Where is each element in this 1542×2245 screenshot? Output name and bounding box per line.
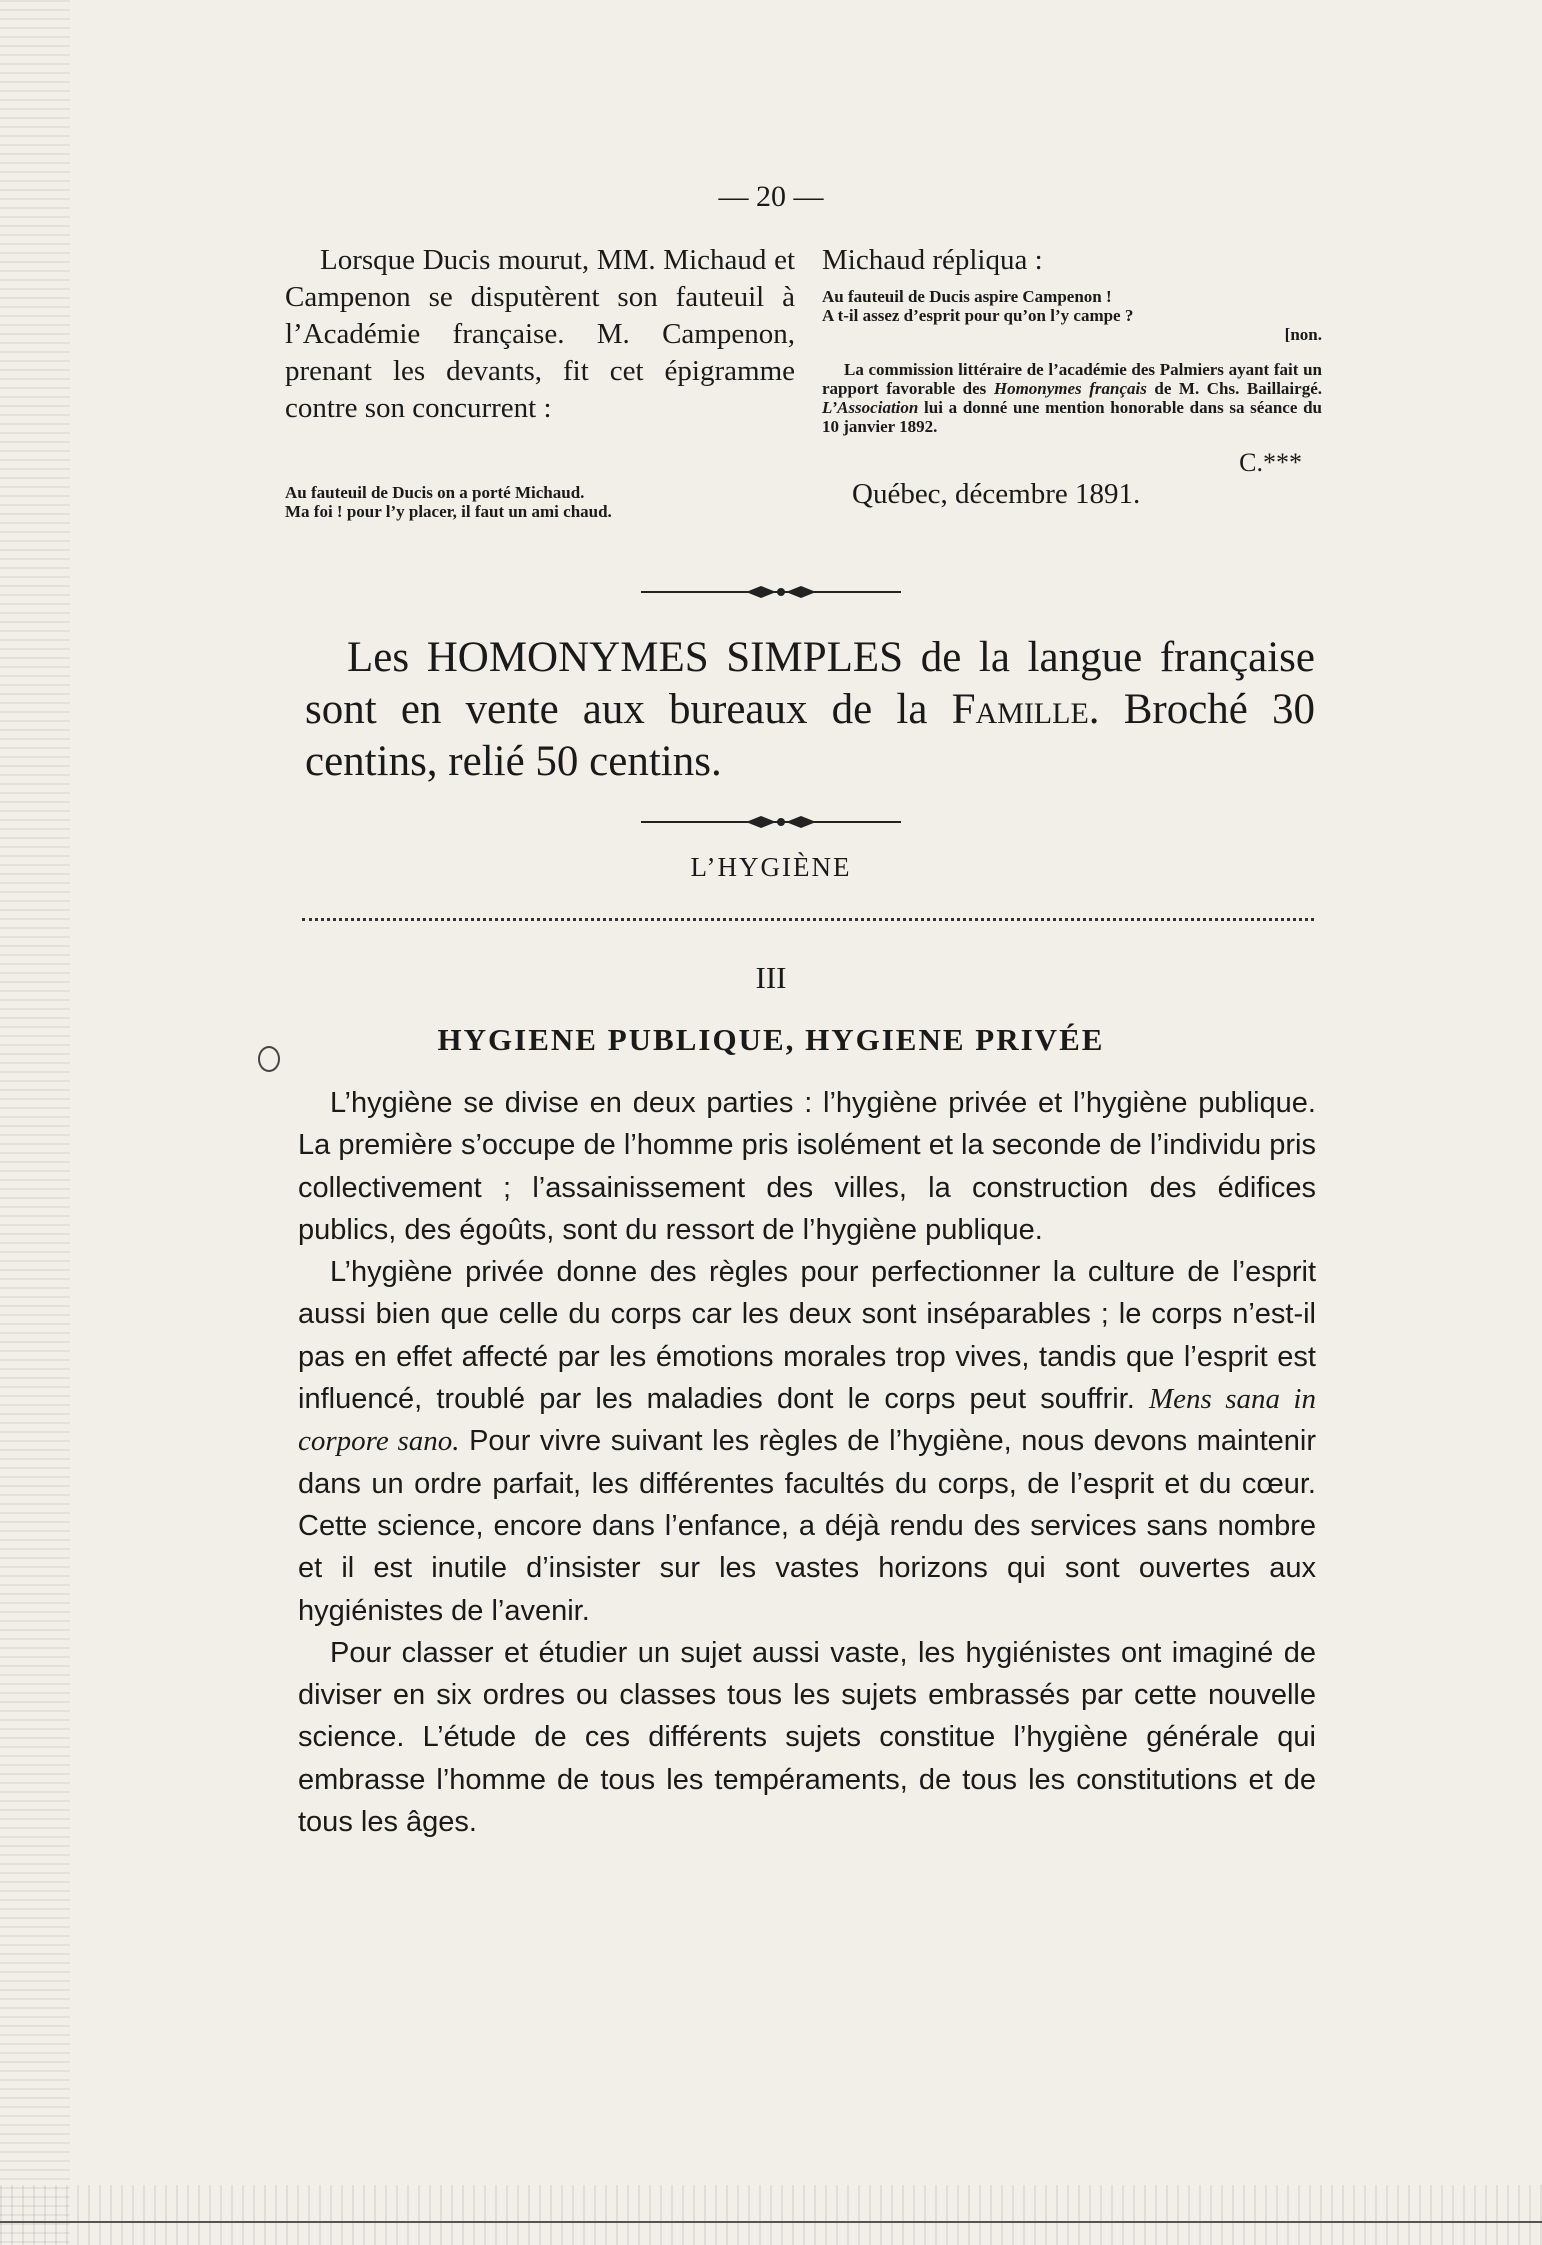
ornament-divider xyxy=(0,585,1542,599)
right-verse xyxy=(822,287,1322,344)
notice-text: Les HOMONYMES SIMPLES de la langue française sont en vente aux bureaux de la xyxy=(305,634,1315,733)
dateline: Québec, décembre 1891. xyxy=(852,478,1141,510)
ornament-divider-icon xyxy=(641,585,901,599)
right-column xyxy=(822,242,1322,511)
article-paragraph: Pour classer et étudier un sujet aussi vaste, les hygiénistes ont imaginé de diviser en six ordres ou classes tous les sujets embrassés par cette nouvelle science. L’étude de ces différents sujets constitue l’hygiène générale qui embrasse l’homme de tous les tempéraments, de tous les constitutions et de tous les âges. xyxy=(298,1636,1316,1839)
article-text: Pour vivre suivant les règles de l’hygiène, nous devons maintenir dans un ordre parfait, les différentes facultés du corps, de l’esprit et du cœur. Cette science, encore dans l’enfance, a déjà rendu des services sans nombre et il est inutile d’insister sur les vastes horizons qui sont ouvertes aux hygiénistes de l’avenir. xyxy=(298,1425,1316,1627)
left-verse-line: Ma foi ! pour l’y placer, il faut un ami chaud. xyxy=(285,502,612,521)
note-book-title: Homonymes français xyxy=(993,379,1147,398)
notice-famille: Famille xyxy=(951,686,1089,733)
article-body xyxy=(298,1082,1316,1843)
editorial-note xyxy=(822,360,1322,436)
article-text: L’hygiène privée donne des règles pour perfectionner la culture de l’esprit aussi bien que celle du corps car les deux sont inséparables ; le corps n’est-il pas en effet affecté par les émotions morales trop vives, tandis que l’esprit est influencé, troublé par les maladies dont le corps peut souffrir. xyxy=(298,1256,1316,1416)
right-verse-line: Au fauteuil de Ducis aspire Campenon ! xyxy=(822,287,1112,306)
article-number: III xyxy=(755,960,787,995)
bottom-rule xyxy=(0,2221,1542,2223)
left-paragraph: Lorsque Ducis mourut, MM. Michaud et Campenon se disputèrent son fauteuil à l’Académie française. M. Campenon, prenant les devants, fit cet épigramme contre son concurrent : xyxy=(285,244,795,424)
note-text: La commission littéraire de l’académie des Palmiers ayant fait un rapport favorable des xyxy=(822,360,1322,398)
dotted-rule xyxy=(302,918,1314,921)
page-number: — 20 — xyxy=(718,180,824,213)
right-verse-line: A t-il assez d’esprit pour qu’on l’y campe ? xyxy=(822,306,1134,325)
article-paragraph xyxy=(298,1251,1316,1632)
sales-notice xyxy=(305,632,1315,788)
note-association: L’Association xyxy=(822,398,919,417)
note-text: lui a donné une mention honorable dans sa séance du 10 janvier 1892. xyxy=(822,398,1322,436)
left-column xyxy=(285,242,795,521)
left-verse-line: Au fauteuil de Ducis on a porté Michaud. xyxy=(285,483,585,502)
signature: C.*** xyxy=(1239,448,1302,477)
latin-quote: Mens sana in corpore sano. xyxy=(298,1383,1316,1458)
ornament-divider-icon xyxy=(641,815,901,829)
section-title: L’HYGIÈNE xyxy=(690,852,852,882)
article-paragraph: L’hygiène se divise en deux parties : l’hygiène privée et l’hygiène publique. La première s’occupe de l’homme pris isolément et la seconde de l’individu pris collectivement ; l’assainissement des villes, la construction des édifices publics, des égoûts, sont du ressort de l’hygiène publique. xyxy=(298,1087,1316,1246)
ornament-divider xyxy=(0,815,1542,829)
scan-edge-noise xyxy=(0,0,70,2245)
scan-bottom-noise xyxy=(0,2185,1542,2245)
right-intro: Michaud répliqua : xyxy=(822,244,1043,276)
note-text: de M. Chs. Baillairgé. xyxy=(1146,379,1322,398)
right-verse-line: [non. xyxy=(1284,325,1322,344)
article-title: HYGIENE PUBLIQUE, HYGIENE PRIVÉE xyxy=(437,1022,1105,1057)
notice-text: . Broché 30 centins, relié 50 centins. xyxy=(305,686,1315,785)
left-verse xyxy=(285,483,795,521)
